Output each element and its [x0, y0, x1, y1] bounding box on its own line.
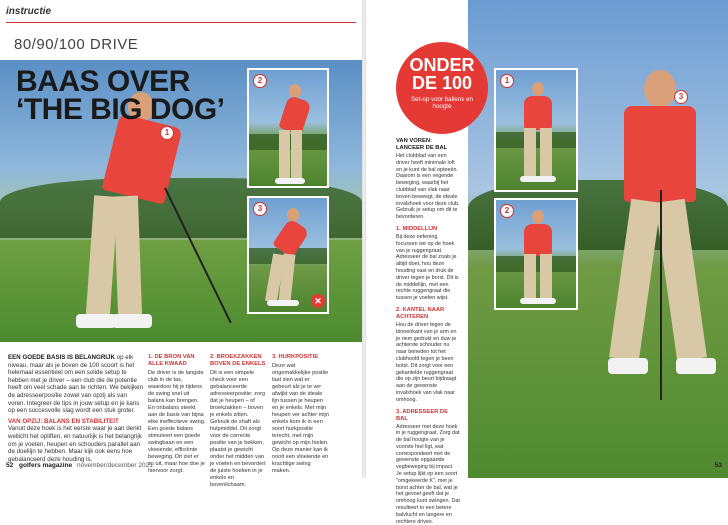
- left-page: [0, 0, 362, 488]
- page-number: 52: [6, 462, 14, 469]
- tip-text: Dit is een simpele check voor een gebalanceerde adresseerpositie: zorg dat je heupen – of broekzakken – boven je enkels zitten. Gebruik de shaft als hulpmiddel. Dit zorgt voor de correcte positie van je bekken, plaatst je gewicht onder het midden van je voeten en bevordert de juiste hoeken in je enkels en bovenlichaam.: [210, 370, 266, 488]
- right-page: [366, 0, 728, 525]
- section-heading: VAN VOREN: LANCEER DE BAL: [396, 138, 448, 151]
- tip-text: Deze wat ongemakkelijke positie laat zien wat er gebeurt als je te ver afwijkt van de ideale lijn tussen je heupen en je enkels. Met mijn heupen ver achter mijn enkels kom ik in een soort hurkpositie terecht, met mijn gewicht op mijn hielen. Op deze manier kan ik nooit een vloeiende en krachtige swing maken.: [272, 363, 329, 474]
- intro-subtext: Vanuit deze hoek is het eerste waar je aan denkt wellicht het opliften, en natuurlijk is het belangrijk om je voeten, heupen en schouders parallel aan de doellijn te hebben. Maar kijk ook eens hoe gebalanceerd deze houding is.: [8, 425, 142, 463]
- circle-line-3: Set-up voor ballens en hoogte: [411, 96, 473, 111]
- photo-badge-3: 3: [253, 202, 267, 216]
- right-text-column: [396, 138, 460, 525]
- section-heading: 2. KANTEL NAAR ACHTEREN: [396, 306, 445, 320]
- inset-photo-1: [494, 68, 578, 192]
- headline-line-1: BAAS OVER: [16, 65, 190, 98]
- section-heading: 3. ADRESSEER DE BAL: [396, 408, 448, 422]
- headline-line-2: ‘THE BIG DOG’: [16, 93, 225, 126]
- photo-badge-3: 3: [674, 90, 688, 104]
- intro-body: op elk niveau, maar als je boven de 100 scoort is het helemaal essentieel om een solide setup te hebben met je driver – een club die de potentie heeft om veel schade aan te richten. We bekijken de adresseerpositie zowel van opzij als van voren. Integreer de tips in jouw setup en je kans op een succesvolle slag wordt een stuk groter.: [8, 354, 144, 415]
- section-divider: [6, 22, 356, 23]
- footer-left: [6, 462, 153, 469]
- tip-text: De driver is de langste club in de tas, waardoor hij je tijdens de swing snel uit balans kan brengen. En onbalans steekt aan de basis van bijna elke ineffectieve swing. Een goede balans stimuleert een goede swingbaan en een vloeiende, efficiënte beweging. Dit ziet er zo uit, maar hoe doe je hiervoor zorgt.: [148, 370, 206, 474]
- headline: [16, 65, 225, 126]
- circle-line-1: ONDER: [409, 55, 475, 75]
- tip-column-3: [272, 354, 330, 475]
- section-tag: instructie: [6, 6, 52, 17]
- section-text: Adresseer met deze hoek in je ruggengraat. Zorg dat de bal hoogte van je voorste hiel ligt, wat correspondeert met de gewenste opgaande vegbeweging bij impact. Je setup lijkt op een soort "omgekeerde K", met je borst achter de bal, wat je het gevoel geeft dat je omhoog kunt swingen. Dat resulteert in een betere balvlucht en langere en rechtere drives.: [396, 423, 460, 525]
- inset-photo-3: [247, 196, 329, 314]
- article-kicker: 80/90/100 DRIVE: [14, 36, 139, 53]
- section-text: Het clubblad van een driver heeft minimale loft en je kunt de bal opteeën. Daarom is een vegende beweging, waarbij het clubblad van vlak naar boven beweegt, de ideale invalshoek voor deze club. Gebruik je setup om dit te bevorderen.: [396, 153, 460, 221]
- magazine-name: golfers magazine: [19, 462, 73, 469]
- photo-badge-1: 1: [160, 126, 174, 140]
- circle-line-2: DE 100: [411, 73, 473, 93]
- footer-right-page-number: 53: [714, 462, 722, 469]
- issue-date: november/december 2021: [76, 462, 153, 469]
- tip-column-1: [148, 354, 206, 475]
- inset-photo-2: [247, 68, 329, 188]
- golfer-figure: [608, 70, 718, 400]
- photo-badge-1: 1: [500, 74, 514, 88]
- photo-badge-2: 2: [253, 74, 267, 88]
- inset-photo-2: [494, 198, 578, 310]
- wrong-position-icon: ✕: [311, 294, 325, 308]
- intro-text: [8, 354, 144, 463]
- tip-column-2: [210, 354, 268, 489]
- tip-heading: 2. BROEKZAKKEN BOVEN DE ENKELS: [210, 354, 266, 367]
- tip-heading: 3. HURKPOSITIE: [272, 354, 319, 360]
- intro-subhead: VAN OPZIJ: BALANS EN STABILITEIT: [8, 417, 119, 425]
- section-badge-circle: [396, 42, 488, 134]
- intro-lead: EEN GOEDE BASIS IS BELANGRIJK: [8, 354, 115, 361]
- section-text: Bij deze oefening focussen we op de hoek van je ruggengraat. Adresseer de bal zoals je altijd doet, hou deze houding vast en druk de driver tegen je borst. Dit is de middellijn, met een rechte ruggengraat die tussen je voeten wijst.: [396, 233, 459, 302]
- photo-badge-2: 2: [500, 204, 514, 218]
- tip-heading: 1. DE BRON VAN ALLE KWAAD: [148, 354, 195, 367]
- section-text: Hou de driver tegen de binnenkant van je arm en je riem gedrukt en duw je achterste schouder nu naar beneden tot het clubhoofd tegen je been botst. Dit zorgt voor een gekantelde ruggengraat die op zijn beurt bijdraagt aan de gewenste invalshoek van vlak naar omhoog.: [396, 321, 457, 403]
- section-heading: 1. MIDDELLIJN: [396, 225, 438, 232]
